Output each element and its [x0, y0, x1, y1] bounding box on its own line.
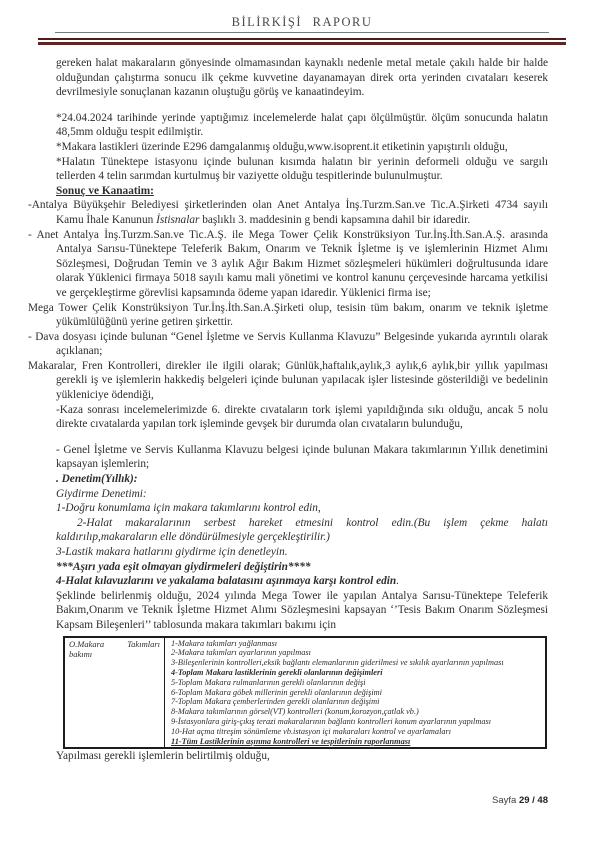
header-thin-rule	[55, 32, 549, 33]
paragraph-maintenance-lists: Makaralar, Fren Kontrolleri, direkler ile ilgili olarak; Günlük,haftalık,aylık,3 aylık,6 aylık,bir yıllık yapılması gerekli iş ve işlemlerin hakkediş belgeleri içinde bulunan yapılacak işler listesinde gösterildiği ve bedelinin yükleniciye ödendiği,	[28, 359, 548, 402]
table-row: 2-Makara takımları ayarlarının yapılması	[171, 648, 311, 658]
table-row: 10-Hat açma titreşim sönümleme vb.istasyon içi makaraları kontrol ve ayarlamaları	[171, 726, 452, 736]
page-number	[492, 795, 548, 806]
paragraph-megatower-company: Mega Tower Çelik Konstrüksiyon Tur.İnş.İth.San.A.Şirketi olup, tesisin tüm bakım, onarım ve teknik işletme yükümlülüğünü yerine getiren şirkettir.	[28, 301, 548, 329]
table-row: 7-Toplam Makara çemberlerinden gerekli olanlarının değişimi	[171, 697, 380, 707]
paragraph-rope-deformation: *Halatın Tünektepe istasyonu içinde bulunan kısımda halatın bir yerinin deformeli olduğu ve sargılı tellerden 4 telin sarımdan kurtulmuş bir vaziyette olduğu tespitlerinde bulunulmuştur.	[56, 155, 548, 183]
header-maroon-rule-thick	[38, 42, 566, 46]
table-row: 9-İstasyonlara giriş-çıkış terazi makaralarının bağlantı kontrolleri konum ayarlarının yapılması	[171, 716, 492, 726]
inspection-item-4: 4-Halat kılavuzlarını ve yakalama balatasını aşınmaya karşı kontrol edin.	[56, 575, 400, 588]
paragraph-tire-stamp: *Makara lastikleri üzerinde E296 damgalanmış olduğu,www.isoprent.it etiketinin yapıştırılı olduğu,	[56, 140, 508, 153]
paragraph-contract-details: - Anet Antalya İnş.Turzm.San.ve Tic.A.Ş. ile Mega Tower Çelik Konstrüksiyon Tur.İnş.İth.San.A.Ş. arasında Antalya Sarısu-Tünektepe Teleferik Bakım, Onarım ve Teknik İşletme iş ve işlemlerinin Hizmet Alımı Sözleşmesi, Doğrudan Temin ve 3 aylık Ağır Bakım Hizmet sözleşmeleri hükümleri doğrultusunda idare olarak Yüklenici firmaya 5018 sayılı kamu mali yönetimi ve kontrol kanunu çerçevesinde harcama yetkilisi ve gerçekleştirme görevlisi kapsamında ödeme yapan idaredir. Yüklenici firma ise;	[28, 228, 548, 299]
page-number-label: Sayfa	[492, 795, 519, 806]
paragraph-rope-measurement: *24.04.2024 tarihinde yerinde yaptığımız incelemelerde halat çapı ölçülmüştür. ölçüm sonucunda halatın 48,5mm olduğu tespit edilmiştir.	[56, 111, 548, 139]
page-number-value: 29 / 48	[518, 795, 548, 806]
paragraph-annual-inspection-intro: - Genel İşletme ve Servis Kullanma Klavuzu belgesi içinde bulunan Makara takımlarının Yıllık denetimini kapsayan işlemlerin;	[56, 443, 548, 471]
paragraph-conclusion-opinion: gereken halat makaraların gönyesinde olmamasından kaynaklı nedenle metal metale çakılı halde bir halde olduğundan çalıştırma sonucu ilk çekme kuvvetine dayanamayan direk orta yerinden cıvataları keserek devrilmesiyle sonuçlanan kazanın oluştuğu görüş ve kanaatindeyim.	[56, 57, 548, 99]
paragraph-anet-company: -Antalya Büyükşehir Belediyesi şirketlerinden olan Anet Antalya İnş.Turzm.San.ve Tic.A.Şirketi 4734 sayılı Kamu İhale Kanunun İstisnalar başlıklı 3. maddesinin g bendi kapsamına dahil bir idaredir.	[28, 199, 548, 226]
table-row: 8-Makara takımlarının görsel(VT) kontrolleri (konum,korozyon,çatlak vb.)	[171, 707, 419, 717]
inspection-warning: ***Aşırı yada eşit olmayan giydirmeleri değiştirin****	[56, 560, 311, 573]
inspection-subtitle-dressing: Giydirme Denetimi:	[56, 487, 147, 500]
paragraph-torque-findings: -Kaza sonrası incelemelerimizde 6. direkte cıvataların tork işlemi yapıldığında sıkı olduğu, ancak 5 nolu direkte cıvatalarda yapılan tork işleminde gevşek bir durumda olan cıvataların bulunduğu,	[56, 403, 548, 431]
table-row: 5-Toplam Makara rulmanlarının gerekli olanlarının değişi	[171, 677, 366, 687]
document-body	[28, 56, 548, 764]
inspection-item-3: 3-Lastik makara hatlarını giydirme için denetleyin.	[56, 546, 288, 558]
table-row: 3-Bileşenlerinin kontrolleri,eksik bağlantı elemanlarının giderilmesi ve sıkılık ayarlarının yapılması	[171, 658, 504, 668]
table-row-highlight-wear-report: 11-Tüm Lastiklerinin aşınma kontrolleri ve tespitlerinin raporlanması	[171, 736, 411, 746]
table-row: 1-Makara takımları yağlanması	[171, 638, 278, 648]
header-maroon-rule-thin	[38, 38, 566, 40]
section-heading-result-label: Sonuç ve Kanaatim:	[56, 184, 154, 197]
table-row-highlight-tires: 4-Toplam Makara lastiklerinin gerekli olanlarının değişimleri	[171, 667, 383, 677]
paragraph-manual-reference: - Dava dosyası içinde bulunan “Genel İşletme ve Servis Kullanma Klavuzu” Belgesinde yukarıda ayrıntılı olarak açıklanan;	[28, 330, 548, 358]
istisnalar-italic: İstisnalar	[156, 213, 200, 226]
page-header	[0, 0, 604, 45]
paragraph-scope-table-intro: Şeklinde belirlenmiş olduğu, 2024 yılında Mega Tower ile yapılan Antalya Sarısu-Tünektepe Teleferik Bakım,Onarım ve Teknik İşletme Hizmet Alımı Sözleşmesini kapsayan ‘’Tesis Bakım Onarım Sözleşmesi Kapsam Bileşenleri’’ tablosunda makara takımları bakımı için	[56, 589, 548, 631]
inspection-item-2: 2-Halat makaralarının serbest hareket etmesini kontrol edin.(Bu işlem çekme halatı kaldırılıp,makaraların elle döndürülmesiyle gerçekleştirilir.)	[56, 516, 548, 544]
inspection-title-annual: . Denetim(Yıllık):	[56, 473, 138, 486]
paragraph-spacer	[56, 432, 548, 443]
paragraph-spacer	[56, 100, 548, 111]
header-maroon-rule	[38, 38, 566, 45]
paragraph-required-operations: Yapılması gerekli işlemlerin belirtilmiş olduğu,	[56, 750, 270, 763]
section-heading-result	[56, 184, 548, 199]
inspection-item-1: 1-Doğru konumlama için makara takımlarını kontrol edin,	[56, 502, 321, 515]
table-cell-category: O.Makara Takımları bakımı	[65, 638, 165, 748]
table-row: 6-Toplam Makara göbek millerinin gerekli olanlarının değişimi	[171, 687, 382, 697]
report-title: BİLİRKİŞİ RAPORU	[231, 15, 373, 29]
table-cell-items	[165, 638, 545, 748]
maintenance-scope-table	[63, 636, 547, 750]
